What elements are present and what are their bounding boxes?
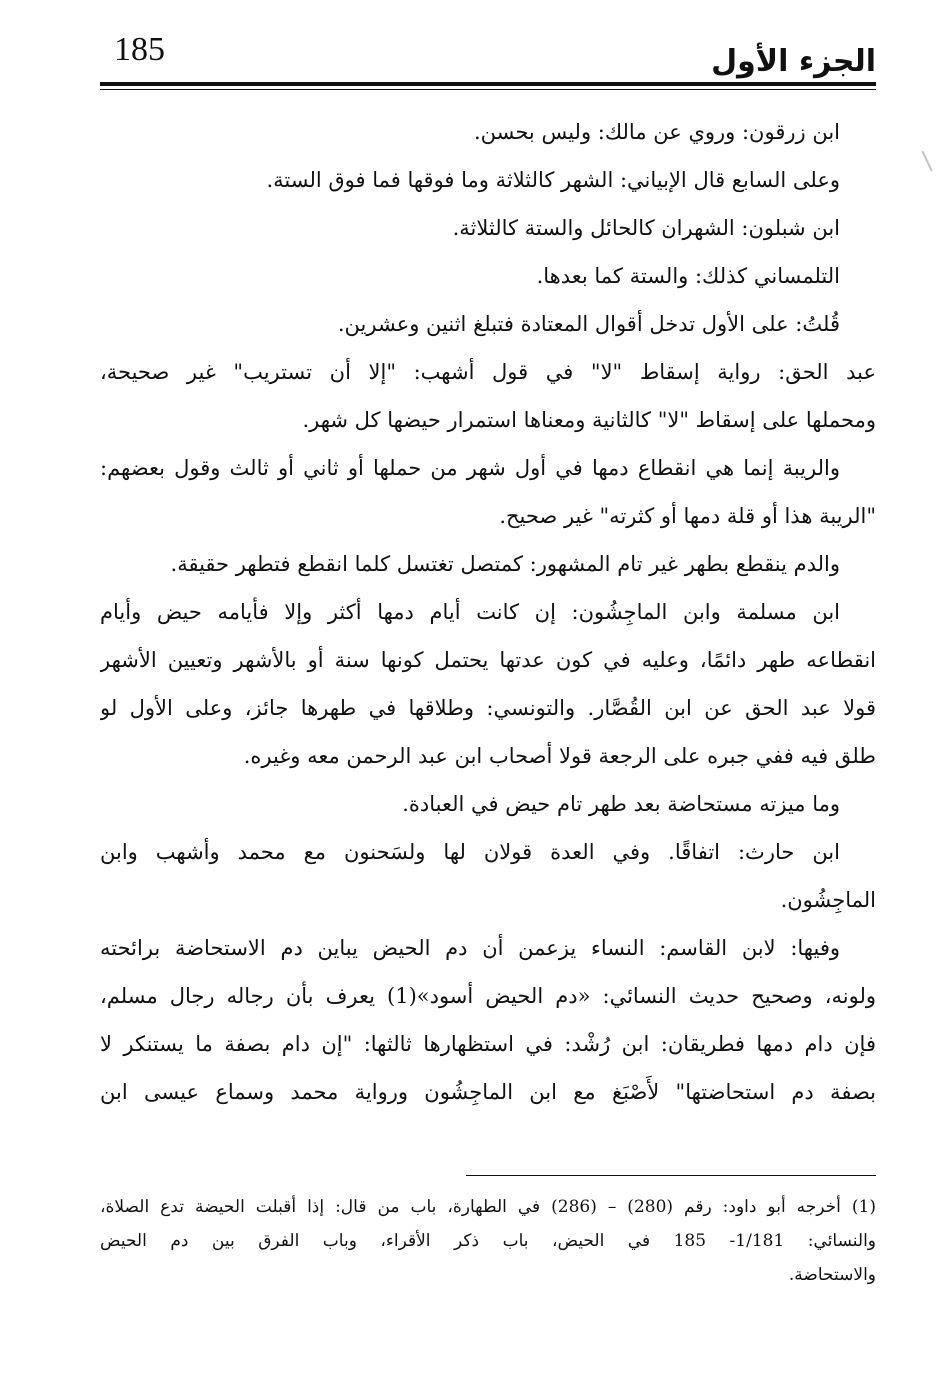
- running-head: الجزء الأول: [711, 44, 876, 79]
- text-line: ولونه، وصحيح حديث النسائي: «دم الحيض أسود»(1) يعرف بأن رجاله رجال مسلم،: [100, 984, 876, 1008]
- text-line: قولا عبد الحق عن ابن القُصَّار. والتونسي: وطلاقها في طهرها جائز، وعلى الأول لو: [100, 696, 876, 720]
- page-number: 185: [114, 31, 165, 68]
- footnote-line: (1) أخرجه أبو داود: رقم (280) – (286) في الطهارة، باب من قال: إذا أقبلت الحيضة تدع الصلاة،: [100, 1197, 876, 1217]
- footnote-line: والاستحاضة.: [788, 1265, 876, 1285]
- main-text: [100, 108, 876, 1116]
- text-line: ابن حارث: اتفاقًا. وفي العدة قولان لها ولسَحنون مع محمد وأشهب وابن: [100, 840, 840, 864]
- text-line: التلمساني كذلك: والستة كما بعدها.: [536, 264, 840, 288]
- text-line: والريبة إنما هي انقطاع دمها في أول شهر من حملها أو ثاني أو ثالث وقول بعضهم:: [100, 456, 840, 480]
- text-line: طلق فيه ففي جبره على الرجعة قولا أصحاب ابن عبد الرحمن معه وغيره.: [243, 744, 876, 768]
- page-header: [100, 28, 876, 88]
- text-line: وعلى السابع قال الإبياني: الشهر كالثلاثة وما فوقها فما فوق الستة.: [266, 168, 840, 192]
- footnotes: [100, 1190, 876, 1292]
- text-line: وفيها: لابن القاسم: النساء يزعمن أن دم الحيض يباين دم الاستحاضة برائحته: [100, 936, 840, 960]
- footnote-rule: [466, 1175, 876, 1176]
- margin-mark: [921, 151, 932, 172]
- text-line: وما ميزته مستحاضة بعد طهر تام حيض في العبادة.: [402, 792, 840, 816]
- text-line: الماجِشُون.: [780, 888, 876, 912]
- text-line: قُلتُ: على الأول تدخل أقوال المعتادة فتبلغ اثنين وعشرين.: [337, 312, 840, 336]
- text-line: بصفة دم استحاضتها" لأَصْبَغ مع ابن الماجِشُون ورواية محمد وسماع عيسى ابن: [100, 1080, 876, 1104]
- footnote-line: والنسائي: 1/181- 185 في الحيض، باب ذكر الأقراء، وباب الفرق بين دم الحيض: [100, 1231, 876, 1251]
- text-line: والدم ينقطع بطهر غير تام المشهور: كمتصل تغتسل كلما انقطع فتطهر حقيقة.: [170, 552, 840, 576]
- text-line: ومحملها على إسقاط "لا" كالثانية ومعناها استمرار حيضها كل شهر.: [302, 408, 876, 432]
- text-line: فإن دام دمها فطريقان: ابن رُشْد: في استظهارها ثالثها: "إن دام بصفة ما يستنكر لا: [100, 1032, 876, 1056]
- text-line: انقطاعه طهر دائمًا، وعليه في كون عدتها يحتمل كونها سنة أو بالأشهر وتعيين الأشهر: [100, 648, 876, 672]
- text-line: ابن شبلون: الشهران كالحائل والستة كالثلاثة.: [452, 216, 840, 240]
- text-line: ابن مسلمة وابن الماجِشُون: إن كانت أيام دمها أكثر وإلا فأيامه حيض وأيام: [100, 600, 840, 624]
- text-line: عبد الحق: رواية إسقاط "لا" في قول أشهب: "إلا أن تستريب" غير صحيحة،: [100, 360, 876, 384]
- header-rule-thin: [100, 89, 876, 90]
- header-rule-thick: [100, 82, 876, 86]
- text-line: ابن زرقون: وروي عن مالك: وليس بحسن.: [473, 120, 840, 144]
- text-line: "الريبة هذا أو قلة دمها أو كثرته" غير صحيح.: [499, 504, 876, 528]
